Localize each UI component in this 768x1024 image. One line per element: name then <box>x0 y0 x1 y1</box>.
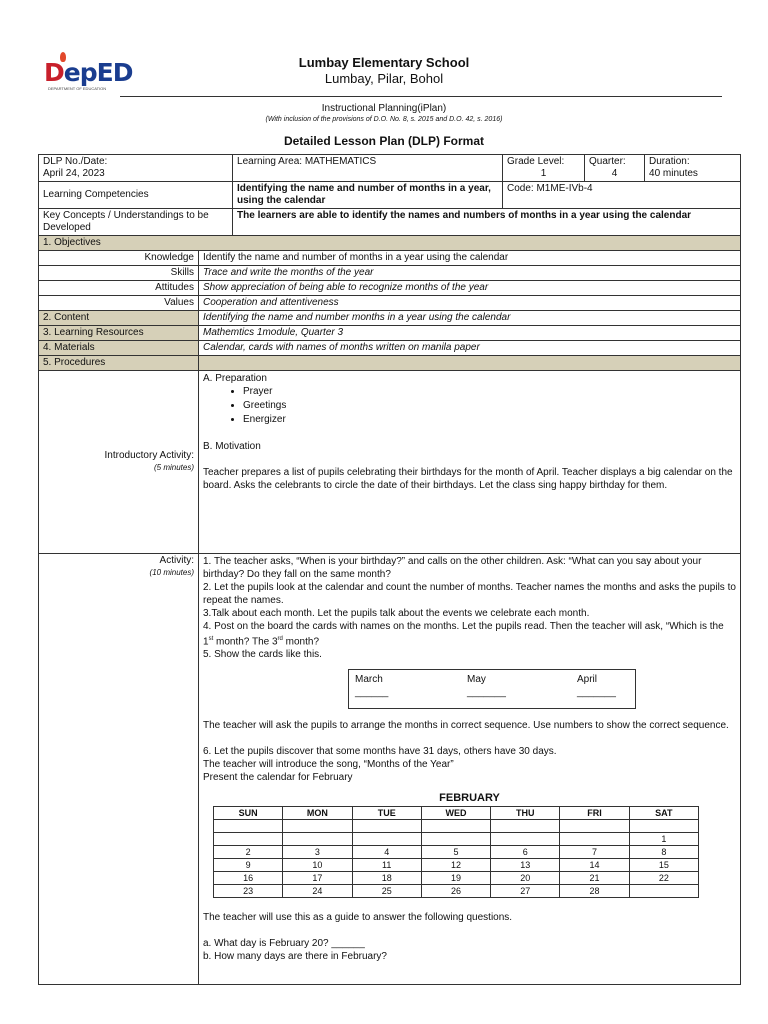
calendar-day-cell: 16 <box>214 872 283 885</box>
intro-row <box>39 371 741 554</box>
content-value: Identifying the name and number months in a year using the calendar <box>199 311 741 326</box>
calendar-day-cell: 8 <box>629 846 698 859</box>
activity-step-3: 3.Talk about each month. Let the pupils talk about the events we celebrate each month. <box>203 608 590 619</box>
dlp-cell <box>39 155 233 182</box>
calendar-day-cell: 9 <box>214 859 283 872</box>
day-header: WED <box>421 807 490 820</box>
day-header: SAT <box>629 807 698 820</box>
activity-step-6: 6. Let the pupils discover that some months have 31 days, others have 30 days. <box>203 746 557 758</box>
lesson-plan-table <box>38 154 741 985</box>
materials-row <box>39 341 741 356</box>
day-header: SUN <box>214 807 283 820</box>
intro-label: Introductory Activity: <box>104 450 194 461</box>
calendar-day-cell: 19 <box>421 872 490 885</box>
calendar-day-cell <box>491 820 560 833</box>
procedures-band <box>199 356 741 371</box>
knowledge-label: Knowledge <box>39 251 199 266</box>
calendar-day-cell <box>283 820 352 833</box>
calendar-day-cell <box>560 833 629 846</box>
content-heading: 2. Content <box>39 311 199 326</box>
calendar-day-cell: 14 <box>560 859 629 872</box>
day-header: THU <box>491 807 560 820</box>
dlp-date: April 24, 2023 <box>43 168 105 179</box>
intro-content <box>199 371 741 554</box>
logo-text: DepED <box>44 58 133 87</box>
month-card: March ______ <box>355 674 389 699</box>
day-header: MON <box>283 807 352 820</box>
school-address: Lumbay, Pilar, Bohol <box>324 71 444 86</box>
calendar-day-cell: 1 <box>629 833 698 846</box>
grade-label: Grade Level: <box>507 156 565 167</box>
motivation-heading: B. Motivation <box>203 441 261 452</box>
calendar-title: FEBRUARY <box>439 792 500 805</box>
calendar-week-row <box>214 846 699 859</box>
calendar-day-cell: 24 <box>283 885 352 898</box>
calendar-day-cell <box>352 820 421 833</box>
calendar-day-cell <box>352 833 421 846</box>
values-label: Values <box>39 296 199 311</box>
knowledge-row <box>39 251 741 266</box>
resources-row <box>39 326 741 341</box>
quarter-cell <box>585 155 645 182</box>
calendar-week-row <box>214 872 699 885</box>
calendar-day-cell <box>629 820 698 833</box>
activity-row <box>39 554 741 985</box>
day-header: TUE <box>352 807 421 820</box>
present-calendar: Present the calendar for February <box>203 772 353 784</box>
month-cards-box <box>348 669 636 709</box>
competencies-value: Identifying the name and number of months in a year, using the calendar <box>233 182 503 209</box>
competencies-label: Learning Competencies <box>39 182 233 209</box>
prep-item: • Energizer <box>243 413 736 427</box>
calendar-day-cell: 11 <box>352 859 421 872</box>
calendar-week-row <box>214 833 699 846</box>
calendar-day-cell: 2 <box>214 846 283 859</box>
grade-value: 1 <box>540 168 547 179</box>
provisions-note: (With inclusion of the provisions of D.O. No. 8, s. 2015 and D.O. 42, s. 2016) <box>265 116 503 123</box>
info-row-2 <box>39 182 741 209</box>
calendar-day-cell: 26 <box>421 885 490 898</box>
question-b: b. How many days are there in February? <box>203 951 387 963</box>
knowledge-value: Identify the name and number of months in a year using the calendar <box>199 251 741 266</box>
materials-heading: 4. Materials <box>39 341 199 356</box>
calendar-day-cell <box>214 833 283 846</box>
calendar-day-cell: 18 <box>352 872 421 885</box>
song-intro: The teacher will introduce the song, “Months of the Year” <box>203 759 454 771</box>
calendar-day-cell: 4 <box>352 846 421 859</box>
calendar-day-cell: 7 <box>560 846 629 859</box>
calendar-week-row <box>214 885 699 898</box>
activity-content <box>199 554 741 985</box>
header-divider <box>120 96 722 97</box>
duration-cell <box>645 155 741 182</box>
skills-label: Skills <box>39 266 199 281</box>
calendar-day-cell <box>629 885 698 898</box>
values-row <box>39 296 741 311</box>
calendar-week-row <box>214 820 699 833</box>
skills-row <box>39 266 741 281</box>
calendar-day-cell <box>214 820 283 833</box>
month-card: April _______ <box>577 674 616 699</box>
attitudes-row <box>39 281 741 296</box>
motivation-text: Teacher prepares a list of pupils celebrating their birthdays for the month of April. Teacher displays a big calendar on the board. Asks the celebrants to circle the date of their birthdays. Let the class sing happy birthday for them. <box>203 467 733 491</box>
activity-step-5: 5. Show the cards like this. <box>203 649 322 661</box>
calendar-day-cell: 6 <box>491 846 560 859</box>
resources-value: Mathemtics 1module, Quarter 3 <box>199 326 741 341</box>
quarter-label: Quarter: <box>589 156 626 167</box>
activity-step-1: 1. The teacher asks, “When is your birthday?” and calls on the other children. Ask: “What can you say about your birthday? Do they fall on the same month? <box>203 556 702 580</box>
calendar-day-cell: 10 <box>283 859 352 872</box>
activity-step-4: 4. Post on the board the cards with names on the months. Let the pupils read. Then the teacher will ask, “Which is the 1st month? The 3rd month? <box>203 621 724 648</box>
activity-label: Activity: <box>159 555 194 566</box>
calendar-day-cell: 5 <box>421 846 490 859</box>
question-a: a. What day is February 20? ______ <box>203 938 365 950</box>
february-calendar <box>213 806 699 898</box>
school-name: Lumbay Elementary School <box>298 55 470 70</box>
calendar-day-cell: 20 <box>491 872 560 885</box>
prep-item: • Prayer <box>243 385 736 399</box>
activity-label-cell <box>39 554 199 985</box>
resources-heading: 3. Learning Resources <box>39 326 199 341</box>
attitudes-label: Attitudes <box>39 281 199 296</box>
calendar-day-cell <box>421 820 490 833</box>
procedures-row <box>39 356 741 371</box>
calendar-day-cell: 15 <box>629 859 698 872</box>
calendar-day-cell: 3 <box>283 846 352 859</box>
guide-text: The teacher will use this as a guide to answer the following questions. <box>203 912 513 924</box>
iplan-title: Instructional Planning(iPlan) <box>321 103 447 114</box>
arrange-instruction: The teacher will ask the pupils to arrange the months in correct sequence. Use numbers to show the correct sequence. <box>203 720 729 732</box>
dlp-label: DLP No./Date: <box>43 156 108 167</box>
calendar-day-cell <box>491 833 560 846</box>
skills-value: Trace and write the months of the year <box>199 266 741 281</box>
intro-label-cell <box>39 371 199 554</box>
key-concepts-label: Key Concepts / Understandings to be Developed <box>39 209 233 236</box>
calendar-day-cell: 28 <box>560 885 629 898</box>
calendar-week-row <box>214 859 699 872</box>
materials-value: Calendar, cards with names of months written on manila paper <box>199 341 741 356</box>
prep-list <box>203 385 736 427</box>
calendar-day-cell: 12 <box>421 859 490 872</box>
calendar-day-cell: 23 <box>214 885 283 898</box>
values-value: Cooperation and attentiveness <box>199 296 741 311</box>
calendar-day-cell: 22 <box>629 872 698 885</box>
calendar-body <box>214 820 699 898</box>
info-row-1 <box>39 155 741 182</box>
activity-minutes: (10 minutes) <box>149 568 194 577</box>
day-header: FRI <box>560 807 629 820</box>
intro-minutes: (5 minutes) <box>153 463 194 472</box>
prep-heading: A. Preparation <box>203 373 267 384</box>
learning-area: Learning Area: MATHEMATICS <box>233 155 503 182</box>
calendar-day-cell <box>283 833 352 846</box>
procedures-heading: 5. Procedures <box>39 356 199 371</box>
info-row-3 <box>39 209 741 236</box>
content-row <box>39 311 741 326</box>
objectives-heading: 1. Objectives <box>39 236 741 251</box>
grade-cell <box>503 155 585 182</box>
month-card: May _______ <box>467 674 506 699</box>
code: Code: M1ME-IVb-4 <box>503 182 741 209</box>
calendar-day-cell <box>421 833 490 846</box>
document-title: Detailed Lesson Plan (DLP) Format <box>283 134 485 148</box>
calendar-day-cell: 17 <box>283 872 352 885</box>
activity-step-2: 2. Let the pupils look at the calendar and count the number of months. Teacher names the months and asks the pupils to repeat the names. <box>203 582 736 606</box>
duration-label: Duration: <box>649 156 690 167</box>
calendar-day-cell: 25 <box>352 885 421 898</box>
calendar-day-cell: 27 <box>491 885 560 898</box>
prep-item: • Greetings <box>243 399 736 413</box>
calendar-day-cell: 21 <box>560 872 629 885</box>
attitudes-value: Show appreciation of being able to recognize months of the year <box>199 281 741 296</box>
key-concepts-value: The learners are able to identify the names and numbers of months in a year using the calendar <box>233 209 741 236</box>
duration-value: 40 minutes <box>649 168 698 179</box>
calendar-header-row <box>214 807 699 820</box>
calendar-day-cell <box>560 820 629 833</box>
logo-subtext: DEPARTMENT OF EDUCATION <box>48 86 107 91</box>
objectives-heading-row <box>39 236 741 251</box>
calendar-day-cell: 13 <box>491 859 560 872</box>
quarter-value: 4 <box>611 168 618 179</box>
